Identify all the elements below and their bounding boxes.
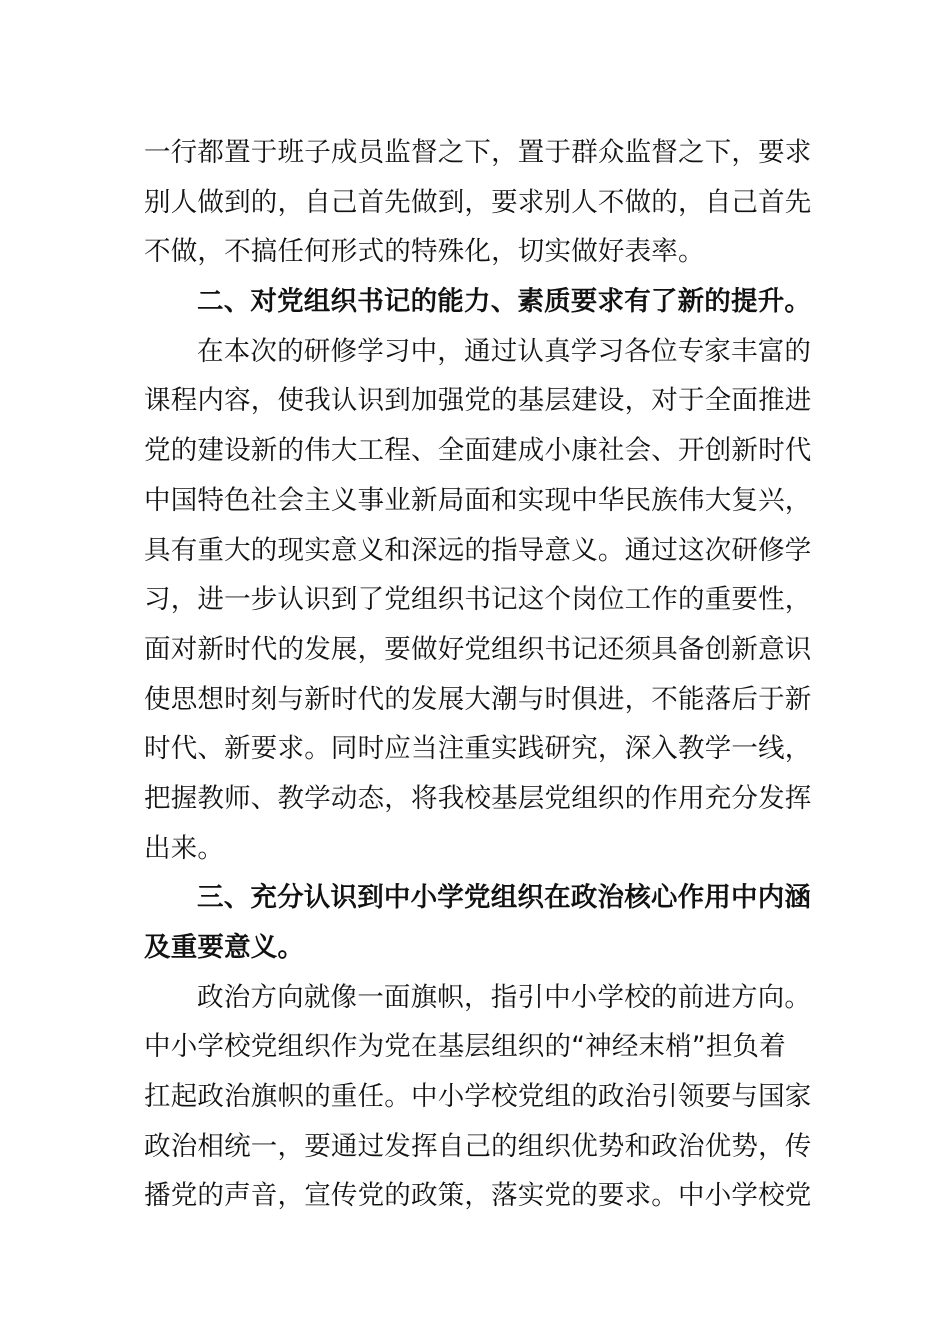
text-line: 习，进一步认识到了党组织书记这个岗位工作的重要性，: [144, 584, 812, 616]
text-line: 党的建设新的伟大工程、全面建成小康社会、开创新时代: [144, 435, 812, 467]
text-line: 扛起政治旗帜的重任。中小学校党组的政治引领要与国家: [144, 1081, 812, 1113]
document-body: [144, 128, 812, 1221]
text-line: 把握教师、教学动态，将我校基层党组织的作用充分发挥: [144, 782, 812, 814]
text-line: 中国特色社会主义事业新局面和实现中华民族伟大复兴，: [144, 484, 812, 516]
text-line: 时代、新要求。同时应当注重实践研究，深入教学一线，: [144, 733, 812, 765]
text-line: 别人做到的，自己首先做到，要求别人不做的，自己首先: [144, 186, 812, 218]
text-line: 中小学校党组织作为党在基层组织的“神经末梢”担负着: [144, 1031, 786, 1063]
section-heading-continued: 及重要意义。: [144, 932, 305, 963]
text-line: 一行都置于班子成员监督之下，置于群众监督之下，要求: [144, 137, 812, 168]
section-heading: 三、充分认识到中小学党组织在政治核心作用中内涵: [197, 882, 812, 914]
text-line: 政治相统一，要通过发挥自己的组织优势和政治优势，传: [144, 1130, 812, 1162]
section-heading: 二、对党组织书记的能力、素质要求有了新的提升。: [197, 286, 812, 318]
text-line: 政治方向就像一面旗帜，指引中小学校的前进方向。: [197, 981, 812, 1013]
text-line: 使思想时刻与新时代的发展大潮与时俱进，不能落后于新: [144, 683, 812, 715]
text-line: 播党的声音，宣传党的政策，落实党的要求。中小学校党: [144, 1180, 812, 1212]
text-line: 不做，不搞任何形式的特殊化，切实做好表率。: [144, 236, 705, 268]
text-line: 具有重大的现实意义和深远的指导意义。通过这次研修学: [144, 534, 812, 566]
text-line: 在本次的研修学习中，通过认真学习各位专家丰富的: [197, 335, 812, 367]
text-line: 课程内容，使我认识到加强党的基层建设，对于全面推进: [144, 385, 812, 417]
text-line: 出来。: [144, 832, 225, 864]
text-line: 面对新时代的发展，要做好党组织书记还须具备创新意识: [144, 633, 812, 665]
